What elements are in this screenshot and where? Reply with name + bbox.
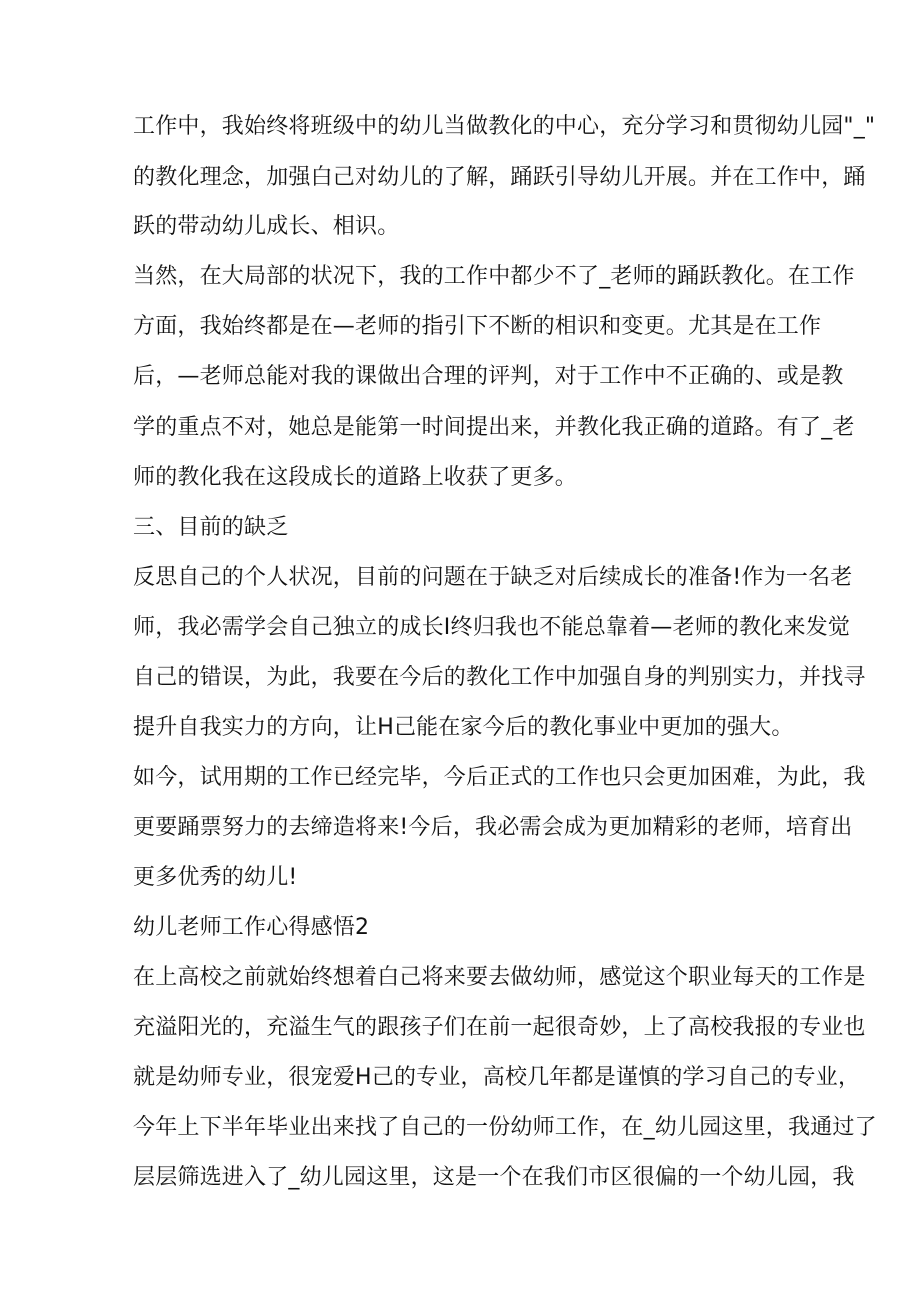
paragraph-line: 师，我必需学会自己独立的成长I终归我也不能总靠着—老师的教化来发觉 <box>133 615 851 640</box>
paragraph-line: 的教化理念，加强白己对幼儿的了解，踊跃引导幼儿开展。并在工作中，踊 <box>133 165 866 190</box>
paragraph-line: 方面，我始终都是在—老师的指引下不断的相识和变更。尤其是在工作 <box>133 314 822 339</box>
paragraph-line: 当然，在大局部的状况下，我的工作中都少不了_老师的踊跃教化。在工作 <box>133 264 855 289</box>
paragraph-line: 跃的带动幼儿成长、相识。 <box>133 214 400 239</box>
paragraph-line: 就是幼师专业，很宠爱H己的专业，高校几年都是谨慎的学习自己的专业， <box>133 1065 861 1090</box>
paragraph-line: 后，—老师总能对我的课做出合理的评判，对于工作中不正确的、或是教 <box>133 364 844 389</box>
section-heading: 幼儿老师工作心得感悟2 <box>133 915 370 940</box>
paragraph-line: 层层筛选进入了_幼儿园这里，这是一个在我们市区很偏的一个幼儿园，我 <box>133 1165 855 1190</box>
paragraph-line: 反思自己的个人状况，目前的问题在于缺乏对后续成长的准备!作为一名老 <box>133 565 853 590</box>
paragraph-line: 学的重点不对，她总是能第一时间提出来，并教化我正确的道路。有了_老 <box>133 415 855 440</box>
section-heading: 三、目前的缺乏 <box>133 515 289 540</box>
paragraph-line: 工作中，我始终将班级中的幼儿当做教化的中心，充分学习和贯彻幼儿园"_" <box>133 114 876 139</box>
paragraph-line: 今年上下半年毕业出来找了自己的一份幼师工作，在_幼儿园这里，我通过了 <box>133 1115 877 1140</box>
paragraph-line: 更多优秀的幼儿! <box>133 865 298 890</box>
paragraph-line: 充溢阳光的，充溢生气的跟孩子们在前一起很奇妙，上了高校我报的专业也 <box>133 1015 866 1040</box>
paragraph-line: 师的教化我在这段成长的道路上收获了更多。 <box>133 465 578 490</box>
paragraph-line: 在上高校之前就始终想着白己将来要去做幼师，感觉这个职业每天的工作是 <box>133 965 866 990</box>
paragraph-line: 自己的错误，为此，我要在今后的教化工作中加强自身的判别实力，并找寻 <box>133 665 866 690</box>
paragraph-line: 更要踊票努力的去缔造将来!今后，我必需会成为更加精彩的老师，培育出 <box>133 815 853 840</box>
paragraph-line: 提升自我实力的方向，让H己能在家今后的教化事业中更加的强大。 <box>133 715 794 740</box>
paragraph-line: 如今，试用期的工作已经完毕，今后正式的工作也只会更加困难，为此，我 <box>133 765 866 790</box>
